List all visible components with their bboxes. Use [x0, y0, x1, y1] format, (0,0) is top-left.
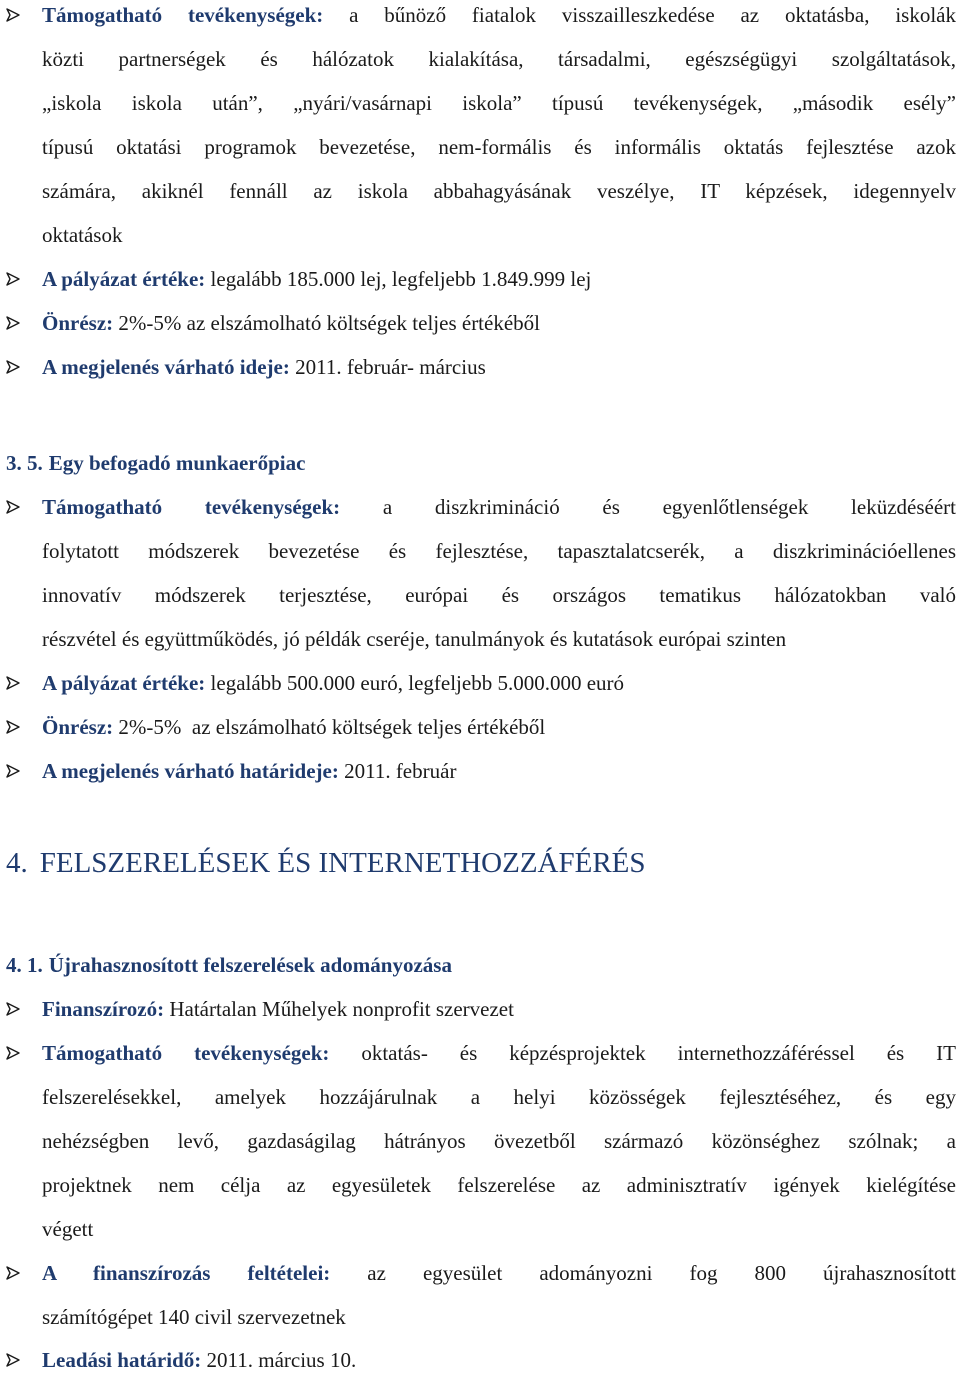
- paragraph-line: felszerelésekkel, amelyek hozzájárulnak a helyi közösségek fejlesztéséhez, és egy: [42, 1085, 956, 1109]
- paragraph-line: részvétel és együttműködés, jó példák cseréje, tanulmányok és kutatások európai szinten: [42, 627, 787, 651]
- arrowhead-bullet-icon: [6, 352, 24, 382]
- paragraph-line: innovatív módszerek terjesztése, európai és országos tematikus hálózatokban való: [42, 583, 956, 607]
- paragraph-line: A finanszírozás feltételei: az egyesület adományozni fog 800 újrahasznosított: [42, 1261, 956, 1285]
- paragraph-line: oktatások: [42, 223, 123, 247]
- paragraph-line: Támogatható tevékenységek: a bűnöző fiatalok visszailleszkedése az oktatásba, iskolák: [42, 3, 956, 27]
- section-heading: 4. 1. Újrahasznosított felszerelések adományozása: [6, 953, 452, 977]
- arrowhead-bullet-icon: [6, 308, 24, 338]
- paragraph-line: nehézségben levő, gazdaságilag hátrányos övezetből származó közönséghez szólnak; a: [42, 1129, 956, 1153]
- paragraph-line: végett: [42, 1217, 94, 1241]
- section-heading: 3. 5. Egy befogadó munkaerőpiac: [6, 451, 306, 475]
- own-contribution-line: Önrész: 2%-5% az elszámolható költségek teljes értékéből: [42, 311, 540, 335]
- paragraph-line: számítógépet 140 civil szervezetnek: [42, 1305, 346, 1329]
- deadline-line: A megjelenés várható határideje: 2011. február: [42, 759, 457, 783]
- paragraph-line: projektnek nem célja az egyesületek felszerelése az adminisztratív igények kielégítése: [42, 1173, 956, 1197]
- arrowhead-bullet-icon: [6, 492, 24, 522]
- grant-value-line: A pályázat értéke: legalább 500.000 euró, legfeljebb 5.000.000 euró: [42, 671, 625, 695]
- paragraph-line: „iskola iskola után”, „nyári/vasárnapi iskola” típusú tevékenységek, „második esély”: [42, 91, 956, 115]
- own-contribution-line: Önrész: 2%-5% az elszámolható költségek teljes értékéből: [42, 715, 546, 739]
- paragraph-line: Támogatható tevékenységek: a diszkrimináció és egyenlőtlenségek leküzdéséért: [42, 495, 956, 519]
- arrowhead-bullet-icon: [6, 1258, 24, 1288]
- paragraph-line: közti partnerségek és hálózatok kialakítása, társadalmi, egészségügyi szolgáltatások,: [42, 47, 956, 71]
- arrowhead-bullet-icon: [6, 264, 24, 294]
- arrowhead-bullet-icon: [6, 1345, 24, 1375]
- grant-value-line: A pályázat értéke: legalább 185.000 lej, legfeljebb 1.849.999 lej: [42, 267, 592, 291]
- paragraph-line: számára, akiknél fennáll az iskola abbahagyásának veszélye, IT képzések, idegennyelv: [42, 179, 956, 203]
- paragraph-line: Támogatható tevékenységek: oktatás- és képzésprojektek internethozzáféréssel és IT: [42, 1041, 956, 1065]
- arrowhead-bullet-icon: [6, 0, 24, 30]
- arrowhead-bullet-icon: [6, 712, 24, 742]
- arrowhead-bullet-icon: [6, 994, 24, 1024]
- funder-line: Finanszírozó: Határtalan Műhelyek nonprofit szervezet: [42, 997, 514, 1021]
- arrowhead-bullet-icon: [6, 668, 24, 698]
- paragraph-line: típusú oktatási programok bevezetése, nem-formális és informális oktatás fejlesztése azok: [42, 135, 956, 159]
- paragraph-line: folytatott módszerek bevezetése és fejlesztése, tapasztalatcserék, a diszkriminációellenes: [42, 539, 956, 563]
- publication-date-line: A megjelenés várható ideje: 2011. február- március: [42, 355, 486, 379]
- arrowhead-bullet-icon: [6, 756, 24, 786]
- chapter-heading: 4. FELSZERELÉSEK ÉS INTERNETHOZZÁFÉRÉS: [6, 847, 646, 879]
- keyword-label: Támogatható tevékenységek:: [42, 3, 324, 27]
- submission-deadline-line: Leadási határidő: 2011. március 10.: [42, 1348, 357, 1372]
- arrowhead-bullet-icon: [6, 1038, 24, 1068]
